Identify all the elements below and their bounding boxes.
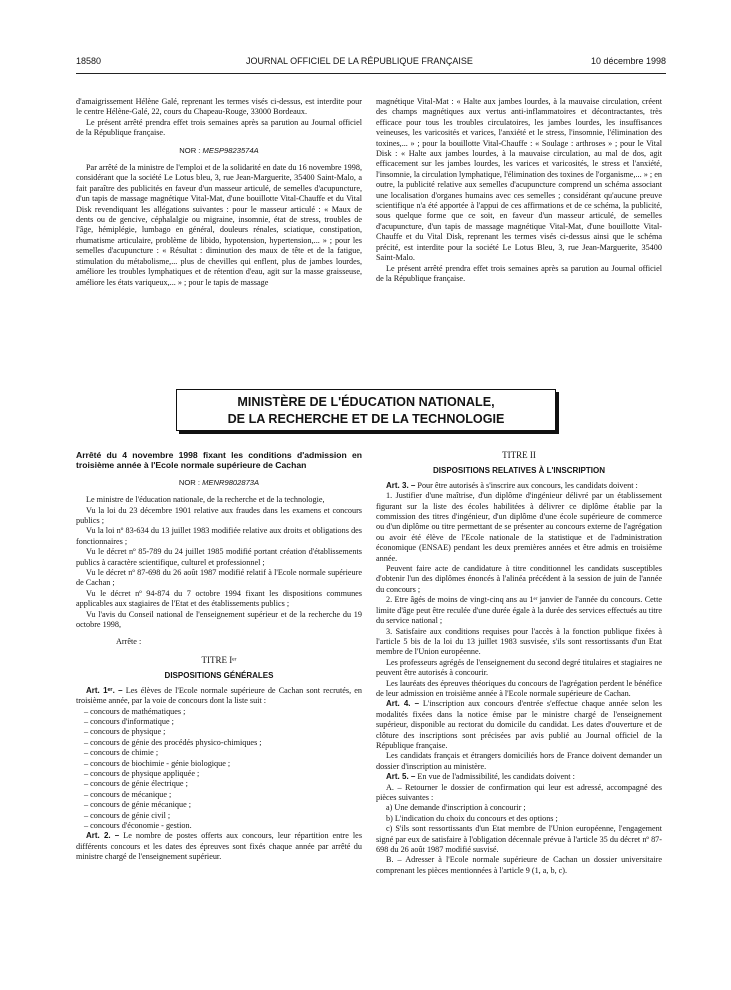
titre-1: TITRE Iᵉʳ <box>201 654 237 665</box>
paragraph: b) L'indication du choix du concours et des options ; <box>386 813 558 823</box>
paragraph: 2. Etre âgés de moins de vingt-cinq ans au 1ᵉʳ janvier de l'année du concours. Cette limite d'âge peut être reculée d'une durée égale à la durée des services effectués au titre du service national ; <box>376 595 662 626</box>
nor-reference: NOR : MENR9802873A <box>178 477 260 487</box>
top-left-column <box>76 97 362 288</box>
list-item: – concours d'informatique ; <box>84 717 362 727</box>
ministry-banner <box>176 389 556 431</box>
list-item: – concours de génie mécanique ; <box>84 800 362 810</box>
paragraph: Le ministre de l'éducation nationale, de la recherche et de la technologie, <box>86 495 325 505</box>
paragraph: a) Une demande d'inscription à concourir ; <box>386 803 526 813</box>
paragraph: Peuvent faire acte de candidature à titre conditionnel les candidats susceptibles d'obtenir l'un des diplômes énoncés à l'alinéa précédent à la session de juin de l'année du concours ; <box>376 564 662 594</box>
list-item: – concours de mécanique ; <box>84 790 362 800</box>
article-5: Art. 5. – En vue de l'admissibilité, les candidats doivent : <box>386 772 575 782</box>
paragraph: Les lauréats des épreuves théoriques du concours de l'agrégation perdent le bénéfice de leur admission en troisième année à l'Ecole normale supérieure de Cachan. <box>376 678 662 698</box>
journal-title: JOURNAL OFFICIEL DE LA RÉPUBLIQUE FRANÇAISE <box>246 56 473 66</box>
paragraph: magnétique Vital-Mat : « Halte aux jambes lourdes, à la mauvaise circulation, créent des champs magnétiques aux vertus anti-inflammatoires et décontractantes, très efficace pour tous les troubles circulatoires, les jambes lourdes, les insuffisances veineuses, les varicosités et varices, l'anxiété et le stress, l'insomnie, l'élimination des toxines,... » ; pour la bouillotte Vital-Chauffe : « Soulage : arthroses » ; pour le Vital Disk : « Halte aux jambes lourdes, à la mauvaise circulation, au mal de dos, agit efficacement sur les jambes lourdes, les varices et varicosités, le stress et l'anxiété, l'insomnie, la circulation lymphatique, l'élimination des toxines de l'organisme,... » ; en outre, la publicité relative aux semelles d'acupuncture comprend un schéma associant une localisation d'organes humains avec ces semelles ; considérant qu'aucune preuve scientifique n'a été apportée à l'appui de ces affirmations et de ce schéma, la publicité, sous quelque forme que ce soit, en faveur d'un masseur articulé, de semelles d'acupuncture, d'un tapis de massage magnétique Vital-Mat, d'une bouillotte Vital-Chauffe et du Vital Disk, reprenant les termes visés ci-dessus ainsi que le schéma précité, est interdite pour la société Le Lotus Bleu, 3, rue Jean-Marguerite, 35400 Saint-Malo. <box>376 97 662 263</box>
paragraph: Vu le décret nº 85-789 du 24 juillet 1985 modifié portant création d'établissements publics à caractère scientifique, culturel et professionnel ; <box>76 547 362 567</box>
paragraph: c) S'ils sont ressortissants d'un Etat membre de l'Union européenne, l'engagement signé par eux de satisfaire à l'obligation décennale prévue à l'article 35 du décret nº 87-698 du 26 août 1987 modifié susvisé. <box>376 824 662 855</box>
paragraph: A. – Retourner le dossier de confirmation qui leur est adressé, accompagné des pièces suivantes : <box>376 782 662 802</box>
list-item: – concours de biochimie - génie biologique ; <box>84 759 362 769</box>
concours-list <box>76 707 362 832</box>
ministry-line-1: MINISTÈRE DE L'ÉDUCATION NATIONALE, <box>237 395 495 409</box>
page-header <box>76 56 666 70</box>
bottom-left-column <box>76 450 362 863</box>
bottom-right-column <box>376 450 662 876</box>
issue-date: 10 décembre 1998 <box>590 56 666 66</box>
article-3: Art. 3. – Pour être autorisés à s'inscrire aux concours, les candidats doivent : <box>386 480 638 490</box>
article-4: Art. 4. – L'inscription aux concours d'entrée s'effectue chaque année selon les modalités fixées dans la notice émise par le ministre chargé de l'enseignement supérieur, disponible au rectorat du domicile du candidat. Les dates d'ouverture et de clôture des inscriptions sont précisées par avis publié au Journal officiel de la République française. <box>376 699 662 750</box>
list-item: – concours de chimie ; <box>84 748 362 758</box>
paragraph: 1. Justifier d'une maîtrise, d'un diplôme d'ingénieur délivré par un établissement figurant sur la liste des écoles habilitées à délivrer ce diplôme établie par la commission des titres d'ingénieur, d'un diplôme d'une école supérieure de commerce ou d'un diplôme ou titre permettant de se présenter au concours externe de l'agrégation ou avoir été élève de l'Ecole nationale de la statistique et de l'administration économique (ENSAE) pendant les deux premières années et être admis en troisième année. <box>376 491 662 563</box>
list-item: – concours de génie civil ; <box>84 811 362 821</box>
nor-reference: NOR : MESP9823574A <box>179 145 259 155</box>
paragraph: Les candidats français et étrangers domiciliés hors de France doivent demander un dossier d'inscription au ministère. <box>376 751 662 771</box>
article-1: Art. 1ᵉʳ. – Les élèves de l'Ecole normale supérieure de Cachan sont recrutés, en troisième année, par la voie de concours dont la liste suit : <box>76 685 363 706</box>
top-right-column <box>376 97 662 284</box>
header-rule <box>76 73 666 74</box>
list-item: – concours de physique ; <box>84 727 362 737</box>
paragraph: Vu le décret nº 94-874 du 7 octobre 1994 fixant les dispositions communes applicables aux stagiaires de l'Etat et des établissements publics ; <box>76 588 362 609</box>
paragraph: Par arrêté de la ministre de l'emploi et de la solidarité en date du 16 novembre 1998, considérant que la société Le Lotus bleu, 3, rue Jean-Marguerite, 35400 Saint-Malo, a fait paraître des publicités en faveur d'un masseur articulé, de semelles d'acupuncture, d'un tapis de massage magnétique Vital-Mat, d'une bouillotte Vital-Chauffe et du Vital Disk revendiquant les allégations suivantes : pour le masseur articulé : « Maux de dents ou de gencive, céphalalgie ou migraine, insomnie, état de stress, troubles de l'âge, hémiplégie, lumbago en général, douleurs rénales, sciatique, constipation, rhumatisme articulaire, problème de libido, hypotension, hypertension,... » ; pour les semelles d'acupuncture : « Résultat : diminution des maux de tête et de la fatigue, stimulation du métabolisme,... plus de chevilles qui enflent, plus de jambes lourdes, améliore les troubles lymphatiques et de rétention d'eau, agit sur la masse graisseuse, améliore les états variqueux,... » ; pour le tapis de massage <box>76 163 362 287</box>
dispositions-generales: DISPOSITIONS GÉNÉRALES <box>164 671 274 681</box>
arrete-word: Arrête : <box>116 636 142 646</box>
list-item: – concours d'économie - gestion. <box>84 821 362 831</box>
paragraph: 3. Satisfaire aux conditions requises pour l'accès à la fonction publique fixées à l'article 5 bis de la loi du 13 juillet 1983 susvisée, s'ils sont ressortissants d'un Etat membre de l'Union européenne. <box>376 626 662 657</box>
titre-2: TITRE II <box>502 450 536 460</box>
paragraph: Vu la loi du 23 décembre 1901 relative aux fraudes dans les examens et concours publics ; <box>76 505 362 526</box>
arrete-title: Arrêté du 4 novembre 1998 fixant les conditions d'admission en troisième année à l'Ecole normale supérieure de Cachan <box>76 450 362 471</box>
paragraph: Vu le décret nº 87-698 du 26 août 1987 modifié relatif à l'Ecole normale supérieure de Cachan ; <box>76 568 362 588</box>
list-item: – concours de génie des procédés physico-chimiques ; <box>84 738 362 748</box>
paragraph: Le présent arrêté prendra effet trois semaines après sa parution au Journal officiel de la République française. <box>376 263 662 283</box>
paragraph: B. – Adresser à l'Ecole normale supérieure de Cachan un dossier universitaire comprenant les pièces mentionnées à l'article 9 (1, a, b, c). <box>376 855 662 875</box>
dispositions-inscription: DISPOSITIONS RELATIVES À L'INSCRIPTION <box>433 466 605 476</box>
paragraph: Vu la loi nº 83-634 du 13 juillet 1983 modifiée relative aux droits et obligations des fonctionnaires ; <box>76 526 362 546</box>
article-2: Art. 2. – Le nombre de postes offerts aux concours, leur répartition entre les différents concours et les dates des épreuves sont fixés chaque année par arrêté du ministre chargé de l'enseignement supérieur. <box>76 831 363 862</box>
page-number: 18580 <box>76 56 102 66</box>
list-item: – concours de physique appliquée ; <box>84 769 362 779</box>
paragraph: d'amaigrissement Hélène Galé, reprenant les termes visés ci-dessus, est interdite pour le centre Hélène-Galé, 22, cours du Chapeau-Rouge, 33000 Bordeaux. <box>76 97 362 117</box>
paragraph: Vu l'avis du Conseil national de l'enseignement supérieur et de la recherche du 19 octobre 1998, <box>76 609 362 630</box>
paragraph: Le présent arrêté prendra effet trois semaines après sa parution au Journal officiel de la République française. <box>76 117 362 138</box>
paragraph: Les professeurs agrégés de l'enseignement du second degré titulaires et stagiaires ne peuvent être autorisés à concourir. <box>376 657 662 678</box>
list-item: – concours de mathématiques ; <box>84 707 362 717</box>
list-item: – concours de génie électrique ; <box>84 779 362 789</box>
ministry-line-2: DE LA RECHERCHE ET DE LA TECHNOLOGIE <box>227 412 505 426</box>
